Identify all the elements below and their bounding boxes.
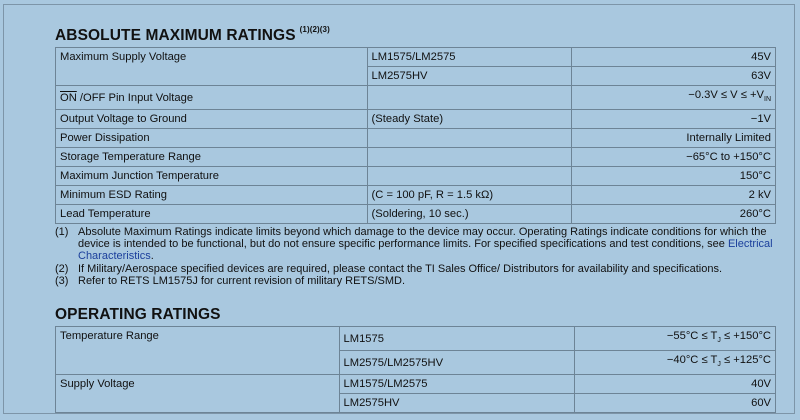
- value-text: −0.3V ≤ V ≤ +V: [688, 89, 764, 101]
- value-cell: [575, 351, 776, 375]
- footnote-text: If Military/Aerospace specified devices are required, please contact the TI Sales Office/ Distributors for availability and specifications.: [78, 262, 723, 275]
- value-text: −40°C ≤ T: [666, 354, 718, 367]
- param-text: /OFF Pin Input Voltage: [76, 91, 194, 104]
- value-cell: −1V: [572, 110, 776, 129]
- table-row: [56, 327, 776, 351]
- value-text: −55°C ≤ T: [666, 330, 718, 342]
- table-row: [56, 86, 776, 110]
- value-cell: 45V: [572, 48, 776, 67]
- value-cell: 60V: [575, 394, 776, 413]
- param-cell: Output Voltage to Ground: [56, 110, 368, 129]
- footnote-1: [55, 226, 785, 263]
- value-cell: −65°C to +150°C: [572, 148, 776, 167]
- value-cell: 63V: [572, 67, 776, 86]
- value-cell: 150°C: [572, 167, 776, 186]
- cond-cell: (Soldering, 10 sec.): [367, 205, 572, 224]
- footnote-body: Absolute Maximum Ratings indicate limits beyond which damage to the device may occur. Operating Ratings indicate conditions for which the device is intended to be functional, but do not ensure specific performance limits. For specified specifications and test conditions, see: [78, 226, 767, 251]
- cond-cell: [367, 167, 572, 186]
- abs-max-table: [55, 47, 776, 224]
- param-cell: Temperature Range: [56, 327, 340, 375]
- footnote-text: [78, 226, 785, 263]
- value-subscript: J: [717, 361, 721, 369]
- cond-cell: LM1575: [339, 327, 575, 351]
- footnote-3: [55, 275, 785, 287]
- cond-cell: (Steady State): [367, 110, 572, 129]
- cond-cell: LM2575/LM2575HV: [339, 351, 575, 375]
- operating-ratings-table: [55, 326, 776, 413]
- footnote-number: (2): [55, 262, 69, 275]
- electrical-characteristics-link[interactable]: Electrical Characteristics: [78, 238, 773, 263]
- table-row: [56, 186, 776, 205]
- cond-cell: [367, 148, 572, 167]
- operating-ratings-title: [55, 306, 221, 324]
- cond-cell: [367, 86, 572, 110]
- abs-max-title: [55, 27, 330, 45]
- param-cell: Supply Voltage: [56, 375, 340, 413]
- cond-cell: LM1575/LM2575: [367, 48, 572, 67]
- value-cell: 2 kV: [572, 186, 776, 205]
- footnote-text: Refer to RETS LM1575J for current revision of military RETS/SMD.: [78, 274, 406, 287]
- on-overline-text: $\overline{ON}$: [60, 91, 77, 104]
- value-text: ≤ +150°C: [720, 330, 771, 342]
- operating-ratings-title-text: OPERATING RATINGS: [55, 306, 221, 323]
- cond-cell: [367, 129, 572, 148]
- footnote-number: (3): [55, 274, 69, 287]
- footnote-2: [55, 263, 785, 275]
- value-cell: 260°C: [572, 205, 776, 224]
- footnotes: [55, 226, 785, 287]
- param-cell: Storage Temperature Range: [56, 148, 368, 167]
- table-row: [56, 48, 776, 67]
- table-row: [56, 148, 776, 167]
- value-cell: [572, 86, 776, 110]
- param-cell: Maximum Supply Voltage: [56, 48, 368, 86]
- table-row: [56, 375, 776, 394]
- table-row: [56, 129, 776, 148]
- value-text: ≤ +125°C: [720, 354, 771, 367]
- value-subscript: IN: [764, 96, 771, 104]
- param-cell: Minimum ESD Rating: [56, 186, 368, 205]
- table-row: [56, 205, 776, 224]
- table-row: [56, 167, 776, 186]
- value-cell: [575, 327, 776, 351]
- abs-max-refs: (1)(2)(3): [299, 25, 330, 34]
- value-subscript: J: [717, 337, 721, 345]
- param-cell: [56, 86, 368, 110]
- cond-cell: LM2575HV: [339, 394, 575, 413]
- abs-max-title-text: ABSOLUTE MAXIMUM RATINGS: [55, 27, 296, 45]
- param-cell: Maximum Junction Temperature: [56, 167, 368, 186]
- param-cell: Lead Temperature: [56, 205, 368, 224]
- value-cell: Internally Limited: [572, 129, 776, 148]
- param-cell: Power Dissipation: [56, 129, 368, 148]
- footnote-period: .: [150, 250, 154, 263]
- table-row: [56, 110, 776, 129]
- cond-cell: (C = 100 pF, R = 1.5 kΩ): [367, 186, 572, 205]
- value-cell: 40V: [575, 375, 776, 394]
- cond-cell: LM2575HV: [367, 67, 572, 86]
- footnote-number: (1): [55, 226, 69, 238]
- cond-cell: LM1575/LM2575: [339, 375, 575, 394]
